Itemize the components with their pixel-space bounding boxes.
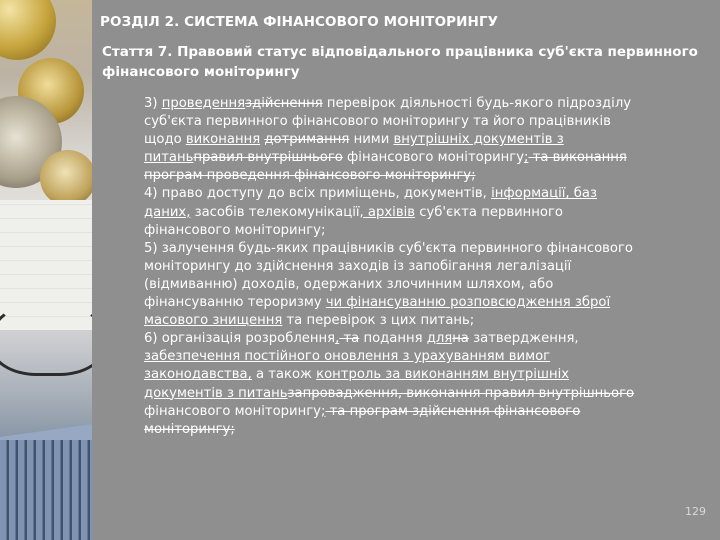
inserted-text: масового знищення xyxy=(144,313,283,329)
body-line xyxy=(144,167,704,185)
body-line xyxy=(144,312,704,330)
body-line xyxy=(144,330,704,348)
deleted-text: правил внутрішнього xyxy=(193,150,343,166)
deleted-text: та виконання xyxy=(528,150,627,166)
inserted-text: інформації, баз xyxy=(491,186,598,202)
deleted-text: та xyxy=(339,331,360,347)
body-line xyxy=(144,276,704,294)
inserted-text: , xyxy=(335,331,340,347)
inserted-text: внутрішніх документів з xyxy=(393,132,564,148)
building-image xyxy=(0,440,92,540)
text-run: (відмиванню) доходів, одержаних злочинним шляхом, або xyxy=(144,276,554,292)
text-run: щодо xyxy=(144,132,186,148)
article-title: Стаття 7. Правовий статус відповідального працівника суб'єкта первинного фінансового моніторингу xyxy=(102,44,698,80)
coin-image xyxy=(0,0,56,60)
deleted-text: моніторингу; xyxy=(144,421,235,437)
text-run: суб'єкта первинного xyxy=(415,204,563,220)
body-line xyxy=(144,95,704,113)
text-run: фінансового моніторингу xyxy=(144,403,321,419)
inserted-text: законодавства, xyxy=(144,367,252,383)
text-run: перевірок діяльності будь-якого підрозділу xyxy=(322,96,632,111)
inserted-text: документів з питань xyxy=(144,385,288,401)
text-run: фінансового моніторингу; xyxy=(144,222,326,238)
inserted-text: , архівів xyxy=(359,204,416,220)
body-line xyxy=(144,149,704,167)
body-line xyxy=(144,240,704,258)
body-line xyxy=(144,222,704,240)
text-run: фінансового моніторингу xyxy=(342,150,524,166)
deleted-text: дотримання xyxy=(264,132,350,148)
text-run: засобів телекомунікації xyxy=(190,204,360,220)
text-run: 5) залучення будь-яких працівників суб'єкта первинного фінансового xyxy=(144,240,633,256)
text-run: 6) організація розроблення xyxy=(144,331,336,347)
body-line xyxy=(144,403,704,421)
inserted-text: виконання xyxy=(185,132,261,148)
deleted-text: на xyxy=(452,331,469,347)
text-run: суб'єкта первинного фінансового моніторингу та його працівників xyxy=(144,114,611,130)
body-line xyxy=(144,348,704,366)
inserted-text: даних, xyxy=(144,204,191,220)
inserted-text: чи фінансуванню розповсюдження зброї xyxy=(325,295,611,311)
body-line xyxy=(144,366,704,384)
body-line xyxy=(144,204,704,222)
text-run: 4) право доступу до всіх приміщень, документів, xyxy=(144,186,492,202)
text-run: подання xyxy=(359,331,427,347)
body-line xyxy=(144,294,704,312)
inserted-text: для xyxy=(426,331,453,347)
inserted-text: питань xyxy=(144,150,194,166)
body-line xyxy=(144,113,704,131)
body-line xyxy=(144,421,704,439)
glasses-image xyxy=(0,300,92,376)
coin-image xyxy=(40,150,92,206)
body-line xyxy=(144,131,704,149)
text-run: фінансуванню тероризму xyxy=(144,295,326,311)
text-run: ними xyxy=(349,132,394,148)
slide-content xyxy=(92,0,720,540)
inserted-text: забезпечення постійного оновлення з урахуванням вимог xyxy=(144,349,551,365)
text-run: та перевірок з цих питань; xyxy=(282,313,475,329)
deleted-text: та програм здійснення фінансового xyxy=(325,403,581,419)
deleted-text: здійснення xyxy=(245,96,323,111)
section-title: РОЗДІЛ 2. СИСТЕМА ФІНАНСОВОГО МОНІТОРИНГУ xyxy=(100,14,499,30)
text-run: моніторингу до здійснення заходів із запобігання легалізації xyxy=(144,258,572,274)
decorative-photo-strip xyxy=(0,0,92,540)
text-run: затвердження, xyxy=(468,331,579,347)
deleted-text: програм проведення фінансового моніторингу; xyxy=(144,168,476,184)
body-line xyxy=(144,385,704,403)
inserted-text: проведення xyxy=(161,96,246,111)
inserted-text: контроль за виконанням внутрішніх xyxy=(316,367,570,383)
inserted-text: ; xyxy=(524,150,529,166)
deleted-text: запровадження, виконання правил внутрішнього xyxy=(287,385,635,401)
text-run: а також xyxy=(251,367,317,383)
article-body xyxy=(144,95,704,439)
inserted-text: ; xyxy=(320,403,326,419)
body-line xyxy=(144,258,704,276)
page-number: 129 xyxy=(685,505,706,518)
body-line xyxy=(144,185,704,203)
text-run: 3) xyxy=(144,96,162,111)
